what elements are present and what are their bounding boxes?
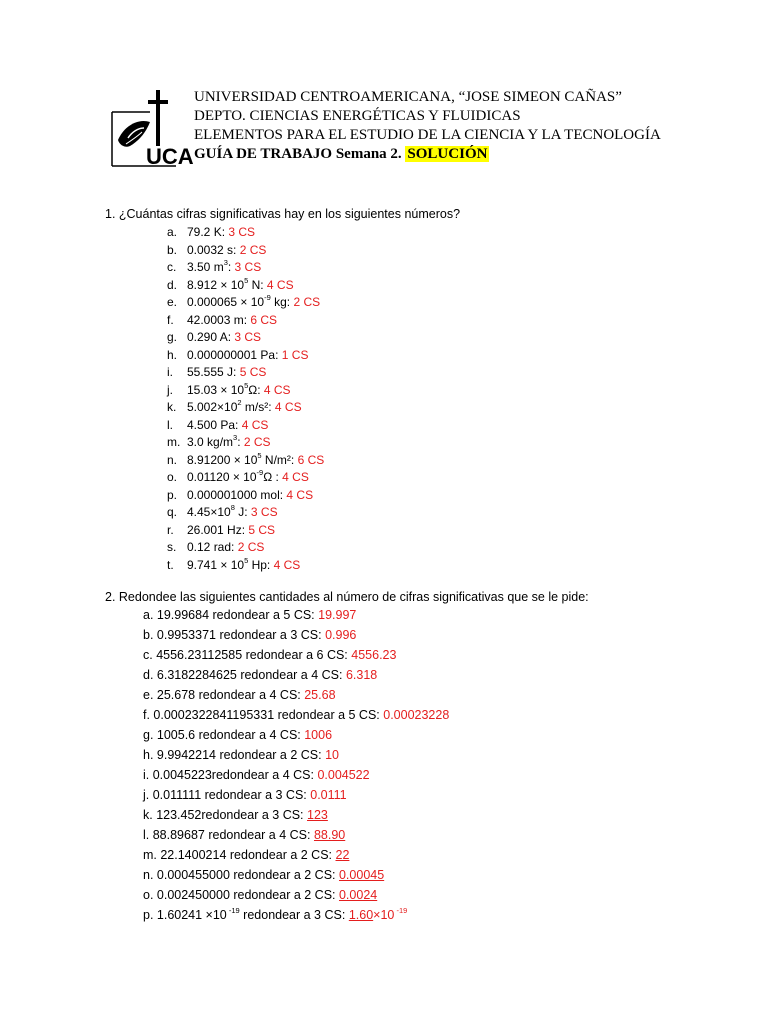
item-answer: 123	[307, 808, 328, 822]
item-unit: Hp:	[248, 557, 274, 572]
item-quantity: 0.01120 × 10	[187, 470, 257, 484]
item-exponent: 5	[244, 380, 249, 390]
item-letter: p.	[167, 487, 178, 502]
item-answer: 0.004522	[317, 768, 370, 782]
item-text	[187, 399, 302, 417]
item-answer: 4 CS	[282, 470, 309, 484]
item-quantity: 3.50 m	[187, 260, 224, 274]
item-prompt: k. 123.452redondear a 3 CS:	[143, 808, 308, 822]
item-exponent: 5	[257, 450, 262, 460]
solution-badge: SOLUCIÓN	[407, 146, 488, 162]
item-letter: h.	[167, 347, 178, 362]
list-item	[143, 905, 449, 925]
item-text	[187, 259, 261, 277]
item-quantity: 8.91200 × 10	[187, 452, 258, 467]
item-prompt: c. 4556.23112585 redondear a 6 CS:	[143, 648, 352, 662]
item-prompt: a. 19.99684 redondear a 5 CS:	[143, 608, 319, 622]
item-letter: c.	[167, 260, 177, 274]
list-item	[143, 845, 449, 865]
list-item	[143, 705, 449, 725]
list-item	[143, 765, 449, 785]
item-quantity: 42.0003 m:	[187, 312, 251, 327]
item-answer-exponent: -19	[394, 905, 408, 915]
item-answer: 1 CS	[281, 347, 309, 362]
item-text	[187, 224, 255, 242]
item-answer: 2 CS	[243, 435, 271, 449]
list-item	[143, 745, 449, 765]
guide-week: GUÍA DE TRABAJO Semana 2.	[194, 146, 402, 162]
item-prompt: l. 88.89687 redondear a 4 CS:	[143, 828, 314, 842]
item-quantity: 9.741 × 10	[187, 557, 245, 572]
item-letter: e.	[167, 295, 178, 309]
item-answer: 2 CS	[239, 242, 267, 257]
item-text	[187, 417, 268, 435]
item-answer: 6 CS	[250, 312, 278, 327]
item-prompt-rest: redondear a 3 CS:	[239, 908, 349, 922]
item-text	[187, 452, 324, 470]
item-answer: 6.318	[345, 668, 378, 682]
item-exponent: 3	[233, 433, 238, 442]
list-item	[143, 825, 449, 845]
question-2-title: 2. Redondee las siguientes cantidades al número de cifras significativas que se le pide:	[105, 590, 589, 604]
item-text	[187, 242, 266, 260]
item-prompt: i. 0.0045223redondear a 4 CS:	[143, 768, 318, 782]
item-unit: Ω :	[263, 470, 283, 484]
item-answer: 0.0024	[338, 888, 378, 902]
item-quantity: 3.0 kg/m	[187, 435, 234, 449]
list-item	[143, 885, 449, 905]
item-letter: g.	[167, 330, 178, 344]
item-answer: 1006	[304, 728, 333, 742]
item-letter: o.	[167, 470, 178, 484]
item-answer: 88.90	[313, 828, 346, 842]
item-exponent: 5	[244, 275, 249, 285]
item-quantity: 0.0032 s:	[187, 242, 240, 257]
item-letter: k.	[167, 400, 177, 414]
item-answer: 4 CS	[266, 277, 294, 292]
item-prompt: h. 9.9942214 redondear a 2 CS:	[143, 748, 326, 762]
item-letter: a.	[167, 225, 178, 239]
item-letter: l.	[167, 417, 173, 432]
item-answer: 0.00045	[338, 868, 385, 882]
item-answer: 19.997	[318, 608, 357, 622]
item-letter: s.	[167, 540, 177, 554]
item-unit: Ω:	[248, 382, 264, 397]
item-quantity: 0.000065 × 10	[187, 295, 265, 309]
item-text	[187, 364, 266, 382]
item-unit: m/s²:	[241, 400, 275, 414]
item-quantity: 5.002×10	[187, 400, 238, 414]
item-exponent: -9	[256, 468, 264, 477]
item-quantity: 26.001 Hz:	[187, 522, 249, 537]
item-letter: j.	[167, 382, 173, 397]
item-prompt: d. 6.3182284625 redondear a 4 CS:	[143, 668, 346, 682]
item-exponent: 5	[244, 555, 249, 565]
svg-text:UCA: UCA	[146, 144, 194, 169]
item-quantity: 0.000000001 Pa:	[187, 347, 282, 362]
item-answer: 0.0111	[310, 788, 347, 802]
item-letter: n.	[167, 452, 178, 467]
item-text	[187, 312, 277, 330]
item-prompt: o. 0.002450000 redondear a 2 CS:	[143, 888, 339, 902]
item-prompt: g. 1005.6 redondear a 4 CS:	[143, 728, 305, 742]
department-name: DEPTO. CIENCIAS ENERGÉTICAS Y FLUIDICAS	[194, 108, 521, 124]
item-letter: r.	[167, 522, 174, 537]
item-answer: 3 CS	[234, 260, 262, 274]
item-answer: 4 CS	[274, 400, 302, 414]
item-answer: 3 CS	[250, 505, 278, 519]
item-prompt: b. 0.9953371 redondear a 3 CS:	[143, 628, 326, 642]
item-quantity: 8.912 × 10	[187, 277, 245, 292]
item-prompt: m. 22.1400214 redondear a 2 CS:	[143, 848, 336, 862]
item-text	[187, 522, 275, 540]
item-answer: 4 CS	[263, 382, 291, 397]
item-prompt: p. 1.60241 ×10	[143, 908, 227, 922]
item-text	[187, 539, 264, 557]
question-2-list	[143, 605, 449, 925]
item-exponent: -19	[226, 905, 240, 915]
guide-title	[194, 145, 661, 164]
item-text	[187, 277, 294, 295]
item-exponent: 2	[237, 398, 242, 407]
item-quantity: 79.2 K:	[187, 225, 229, 239]
list-item	[143, 605, 449, 625]
item-answer: 25.68	[304, 688, 336, 702]
item-answer: 4 CS	[241, 417, 269, 432]
item-answer: 3 CS	[234, 330, 262, 344]
item-unit: J:	[234, 505, 251, 519]
item-prompt: e. 25.678 redondear a 4 CS:	[143, 688, 305, 702]
item-answer: 10	[325, 748, 339, 762]
item-prompt: n. 0.000455000 redondear a 2 CS:	[143, 868, 339, 882]
item-answer: 2 CS	[293, 295, 321, 309]
item-quantity: 15.03 × 10	[187, 382, 245, 397]
item-unit: :	[237, 435, 244, 449]
item-quantity: 55.555 J:	[187, 365, 240, 379]
list-item	[143, 645, 449, 665]
item-answer: 5 CS	[248, 522, 276, 537]
item-quantity: 4.500 Pa:	[187, 417, 242, 432]
item-answer: 4 CS	[273, 557, 301, 572]
item-answer-rest: ×10	[373, 908, 395, 922]
item-letter: t.	[167, 557, 174, 572]
item-text	[187, 294, 320, 312]
item-letter: f.	[167, 312, 174, 327]
item-quantity: 0.12 rad:	[187, 540, 238, 554]
list-item	[143, 805, 449, 825]
item-answer: 22	[335, 848, 350, 862]
item-letter: m.	[167, 435, 181, 449]
item-letter: q.	[167, 505, 178, 519]
list-item	[143, 865, 449, 885]
university-name: UNIVERSIDAD CENTROAMERICANA, “JOSE SIMEON CAÑAS”	[194, 89, 622, 105]
item-text	[187, 469, 309, 487]
item-quantity: 4.45×10	[187, 505, 231, 519]
item-text	[187, 329, 261, 347]
document-header	[194, 88, 661, 164]
list-item	[143, 665, 449, 685]
item-quantity: 0.000001000 mol:	[187, 487, 287, 502]
item-text	[187, 504, 278, 522]
item-answer: 3 CS	[228, 225, 256, 239]
item-answer: 2 CS	[237, 540, 265, 554]
item-unit: N:	[248, 277, 267, 292]
item-letter: d.	[167, 277, 178, 292]
item-answer: 0.00023228	[383, 708, 450, 722]
item-exponent: 3	[223, 258, 228, 267]
item-text	[187, 487, 313, 505]
item-text	[187, 434, 271, 452]
item-text	[187, 382, 291, 400]
item-answer: 0.996	[325, 628, 357, 642]
item-answer: 6 CS	[297, 452, 325, 467]
item-answer: 4 CS	[286, 487, 314, 502]
item-letter: i.	[167, 365, 173, 379]
item-text	[187, 347, 308, 365]
list-item	[143, 785, 449, 805]
question-1-title: 1. ¿Cuántas cifras significativas hay en los siguientes números?	[105, 207, 461, 221]
list-item	[143, 685, 449, 705]
item-exponent: -9	[264, 293, 271, 302]
item-answer: 1.60	[348, 908, 374, 922]
item-answer: 4556.23	[351, 648, 397, 662]
item-letter: b.	[167, 242, 178, 257]
item-answer: 5 CS	[239, 365, 267, 379]
item-quantity: 0.290 A:	[187, 330, 235, 344]
uca-logo	[110, 88, 194, 169]
item-unit: kg:	[270, 295, 294, 309]
item-prompt: f. 0.0002322841195331 redondear a 5 CS:	[143, 708, 384, 722]
item-unit: :	[227, 260, 235, 274]
item-unit: N/m²:	[261, 452, 298, 467]
item-prompt: j. 0.011111 redondear a 3 CS:	[143, 788, 311, 802]
list-item	[143, 625, 449, 645]
list-item	[143, 725, 449, 745]
item-exponent: 8	[230, 503, 235, 512]
course-name: ELEMENTOS PARA EL ESTUDIO DE LA CIENCIA Y LA TECNOLOGÍA	[194, 127, 661, 143]
item-text	[187, 557, 300, 575]
